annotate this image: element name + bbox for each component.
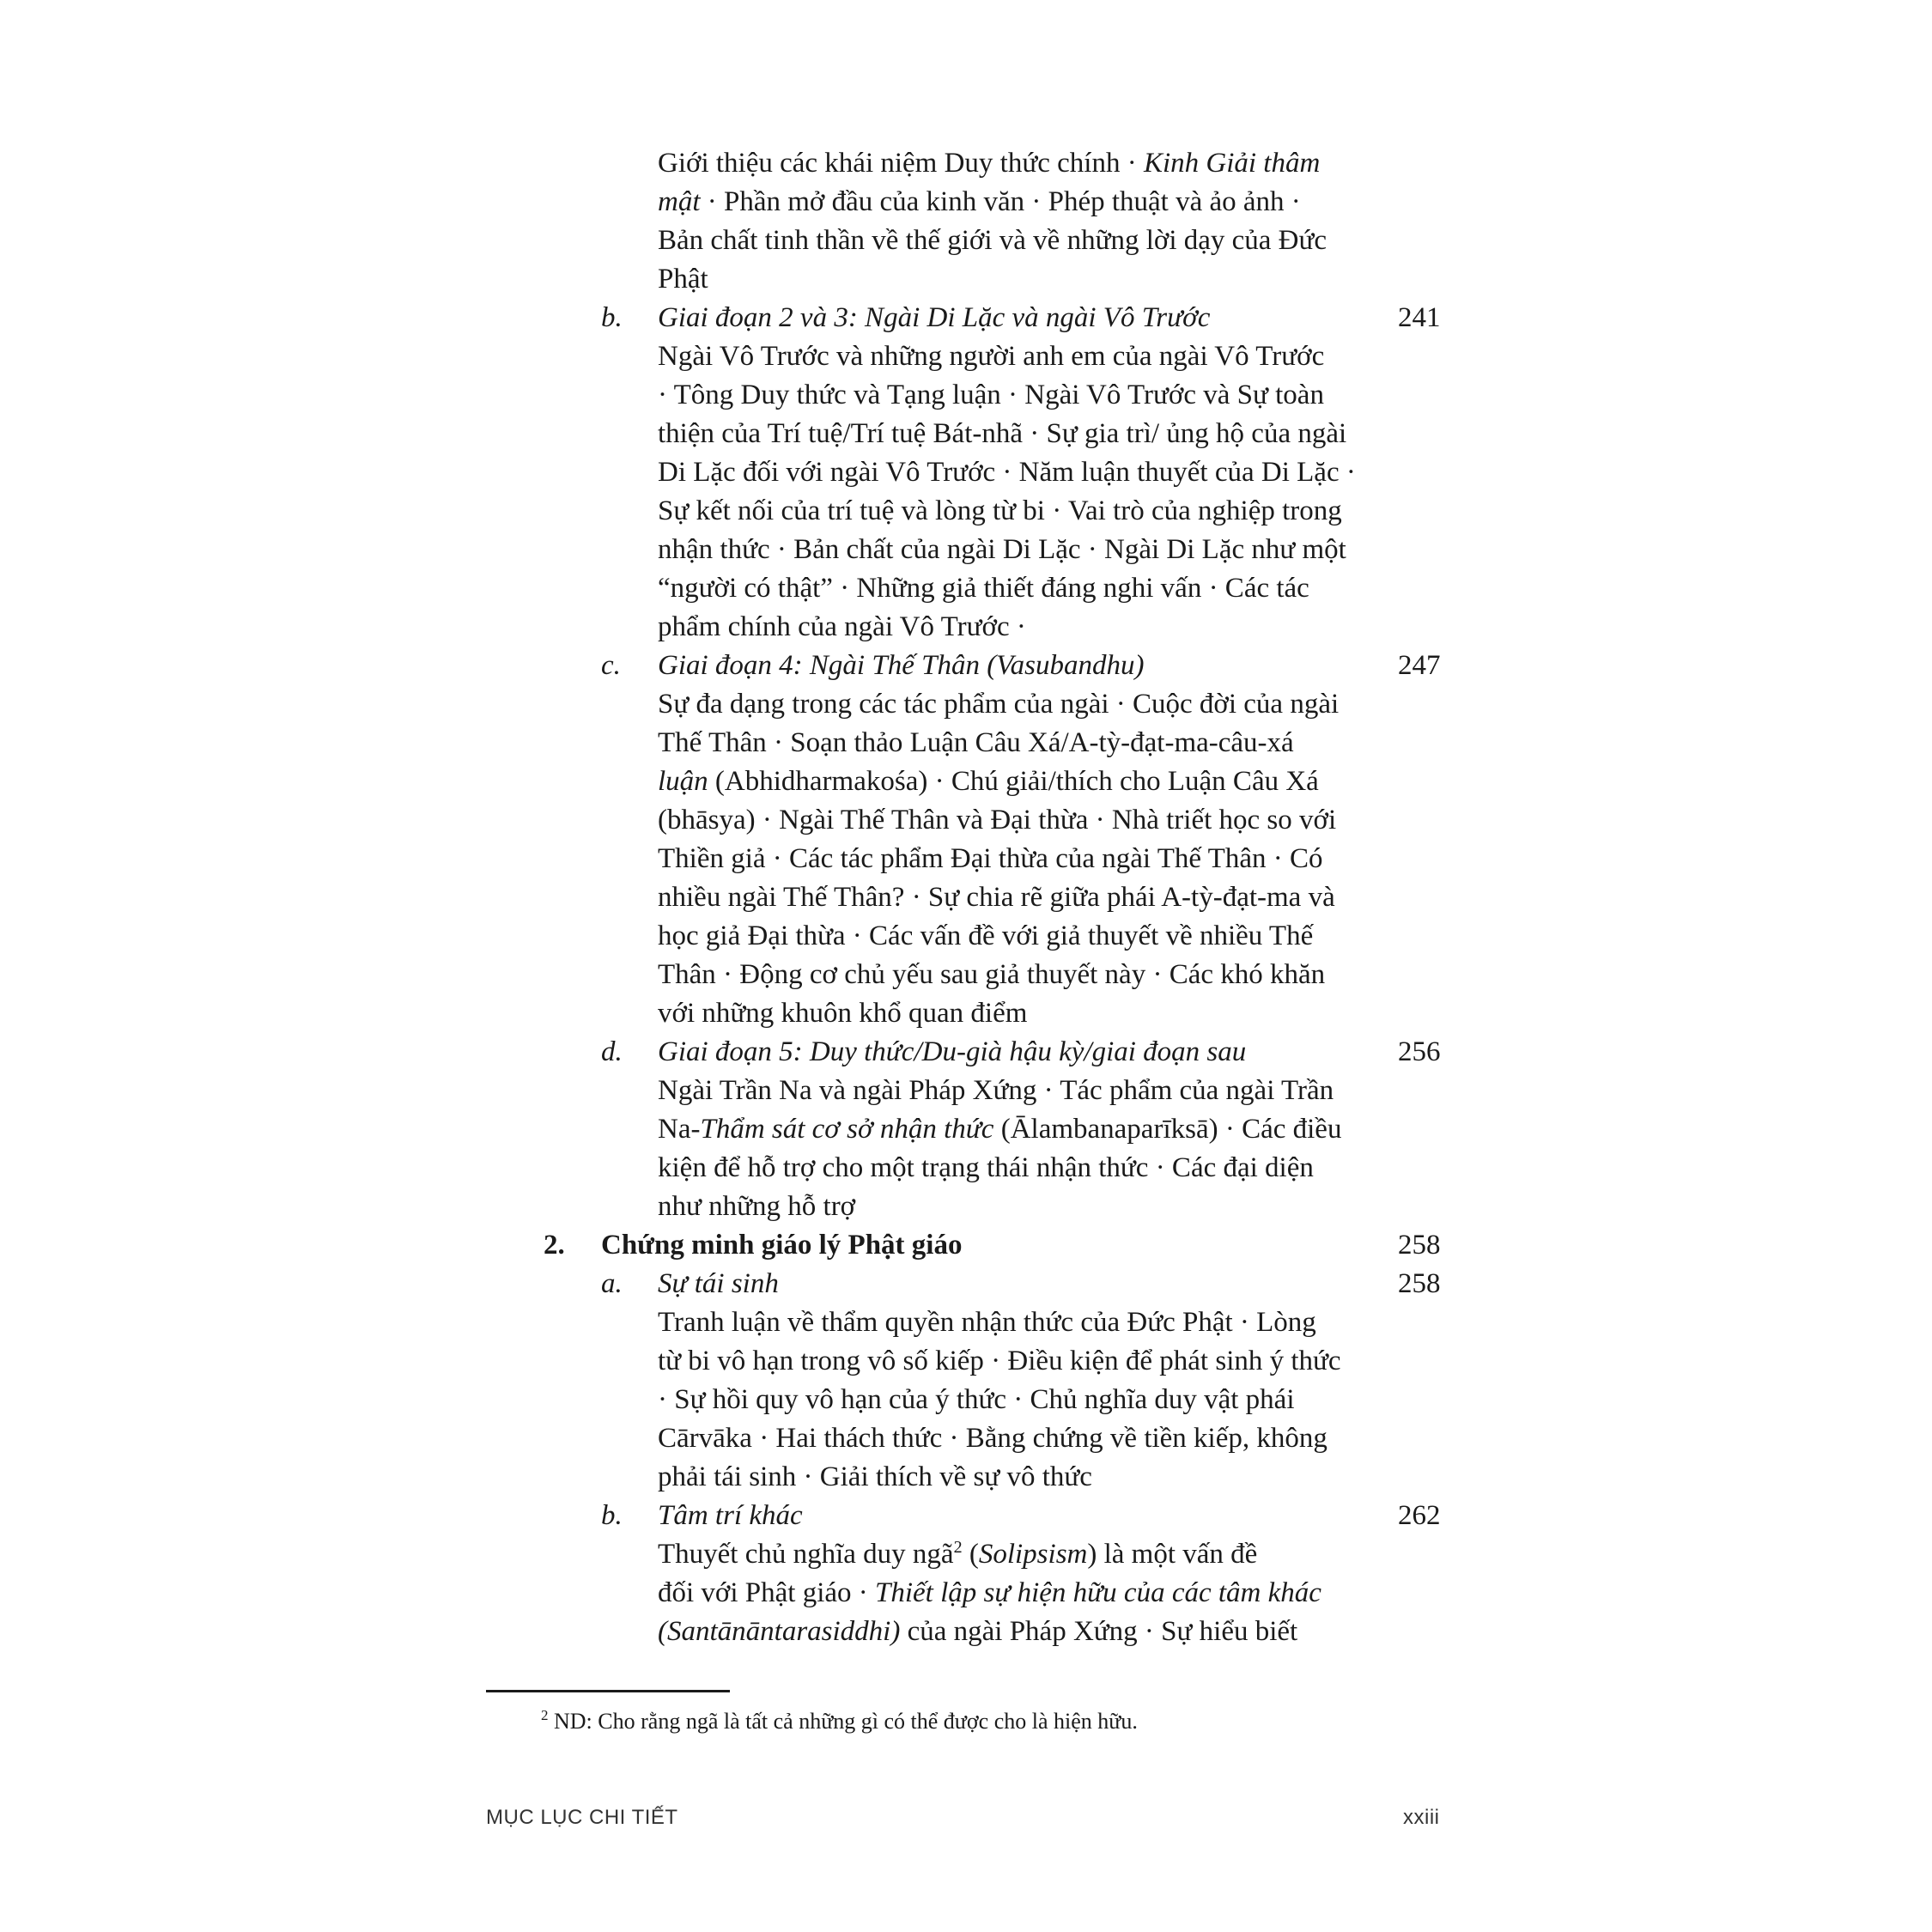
entry-desc-line: Thiền giả · Các tác phẩm Đại thừa của ngài Thế Thân · Có <box>658 843 1323 874</box>
entry-desc-line: phẩm chính của ngài Vô Trước · <box>658 611 1026 642</box>
entry-desc-line: Thân · Động cơ chủ yếu sau giả thuyết này · Các khó khăn <box>658 959 1326 990</box>
toc-entry-heading[interactable] <box>0 647 1932 685</box>
toc-line <box>0 994 1932 1033</box>
page-number: 258 <box>1398 1268 1441 1299</box>
entry-desc-line: Na-Thẩm sát cơ sở nhận thức (Ālambanaparīksā) · Các điều <box>658 1114 1342 1145</box>
entry-desc-line: Ngài Vô Trước và những người anh em của ngài Vô Trước <box>658 341 1325 372</box>
entry-desc-line: Ngài Trần Na và ngài Pháp Xứng · Tác phẩm của ngài Trần <box>658 1075 1334 1106</box>
intro-desc-line-2: mật · Phần mở đầu của kinh văn · Phép thuật và ảo ảnh · <box>658 186 1301 217</box>
footnote <box>541 1707 1138 1736</box>
toc-line <box>0 337 1932 376</box>
toc-line <box>0 260 1932 299</box>
entry-label: d. <box>601 1036 623 1067</box>
entry-desc-line: · Tông Duy thức và Tạng luận · Ngài Vô Trước và Sự toàn <box>658 380 1324 410</box>
entry-title[interactable]: Giai đoạn 4: Ngài Thế Thân (Vasubandhu) <box>658 650 1145 681</box>
toc-line <box>0 453 1932 492</box>
toc-line <box>0 1574 1932 1613</box>
entry-desc-line: đối với Phật giáo · Thiết lập sự hiện hữu của các tâm khác <box>658 1577 1321 1608</box>
intro-desc-line-3: Bản chất tinh thần về thế giới và về những lời dạy của Đức <box>658 225 1327 256</box>
toc-entry-heading[interactable] <box>0 299 1932 337</box>
entry-desc-line: nhận thức · Bản chất của ngài Di Lặc · Ngài Di Lặc như một <box>658 534 1346 565</box>
footnote-divider <box>486 1690 730 1692</box>
entry-desc-line: Tranh luận về thẩm quyền nhận thức của Đức Phật · Lòng <box>658 1307 1316 1338</box>
entry-title[interactable]: Giai đoạn 5: Duy thức/Du-già hậu kỳ/giai đoạn sau <box>658 1036 1247 1067</box>
section-title[interactable]: Chứng minh giáo lý Phật giáo <box>601 1230 963 1261</box>
entry-desc-line: phải tái sinh · Giải thích về sự vô thức <box>658 1461 1092 1492</box>
page-number: 262 <box>1398 1500 1441 1531</box>
toc-line <box>0 415 1932 453</box>
toc-line <box>0 1419 1932 1458</box>
page-folio: xxiii <box>1403 1806 1440 1829</box>
toc-line <box>0 840 1932 878</box>
toc-line <box>0 917 1932 956</box>
entry-desc-line: Sự đa dạng trong các tác phẩm của ngài · Cuộc đời của ngài <box>658 689 1340 720</box>
toc-entry-heading[interactable] <box>0 1033 1932 1072</box>
toc-line <box>0 1458 1932 1497</box>
toc-line <box>0 1381 1932 1419</box>
intro-desc-line-1: Giới thiệu các khái niệm Duy thức chính · Kinh Giải thâm <box>658 148 1321 179</box>
toc-line <box>0 531 1932 569</box>
toc-line <box>0 1303 1932 1342</box>
toc-line <box>0 801 1932 840</box>
entry-desc-line: Cārvāka · Hai thách thức · Bằng chứng về tiền kiếp, không <box>658 1423 1327 1454</box>
toc-section-heading[interactable] <box>0 1226 1932 1265</box>
entry-desc-line: (Santānāntarasiddhi) của ngài Pháp Xứng · Sự hiểu biết <box>658 1616 1298 1647</box>
entry-desc-line: kiện để hỗ trợ cho một trạng thái nhận thức · Các đại diện <box>658 1152 1314 1183</box>
entry-desc-line: luận (Abhidharmakośa) · Chú giải/thích cho Luận Câu Xá <box>658 766 1319 797</box>
intro-desc-line-4: Phật <box>658 264 708 295</box>
entry-desc-line: (bhāsya) · Ngài Thế Thân và Đại thừa · Nhà triết học so với <box>658 805 1337 835</box>
entry-label: b. <box>601 1500 623 1531</box>
toc-entry-heading[interactable] <box>0 1265 1932 1303</box>
toc-line <box>0 1613 1932 1651</box>
entry-title[interactable]: Giai đoạn 2 và 3: Ngài Di Lặc và ngài Vô Trước <box>658 302 1211 333</box>
entry-desc-line: với những khuôn khổ quan điểm <box>658 998 1028 1029</box>
entry-desc-line: Di Lặc đối với ngài Vô Trước · Năm luận thuyết của Di Lặc · <box>658 457 1356 488</box>
entry-desc-line: từ bi vô hạn trong vô số kiếp · Điều kiện để phát sinh ý thức <box>658 1346 1341 1376</box>
toc-entry-heading[interactable] <box>0 1497 1932 1535</box>
entry-desc-line: như những hỗ trợ <box>658 1191 856 1222</box>
toc-line <box>0 1110 1932 1149</box>
toc-line <box>0 1342 1932 1381</box>
toc-line <box>0 492 1932 531</box>
running-footer-title: MỤC LỤC CHI TIẾT <box>486 1806 678 1829</box>
footnote-number: 2 <box>541 1707 549 1723</box>
entry-desc-line: Sự kết nối của trí tuệ và lòng từ bi · Vai trò của nghiệp trong <box>658 495 1342 526</box>
toc-line <box>0 685 1932 724</box>
entry-desc-line: nhiều ngài Thế Thân? · Sự chia rẽ giữa phái A-tỳ-đạt-ma và <box>658 882 1335 913</box>
page-number: 256 <box>1398 1036 1441 1067</box>
footnote-text: ND: Cho rằng ngã là tất cả những gì có thể được cho là hiện hữu. <box>548 1709 1138 1734</box>
entry-desc-line: · Sự hồi quy vô hạn của ý thức · Chủ nghĩa duy vật phái <box>658 1384 1295 1415</box>
section-number: 2. <box>544 1230 565 1261</box>
entry-label: a. <box>601 1268 623 1299</box>
toc-line <box>0 956 1932 994</box>
toc-line <box>0 183 1932 222</box>
toc-line <box>0 1149 1932 1188</box>
toc-line <box>0 144 1932 183</box>
entry-desc-line: Thế Thân · Soạn thảo Luận Câu Xá/A-tỳ-đạt-ma-câu-xá <box>658 727 1294 758</box>
entry-title[interactable]: Sự tái sinh <box>658 1268 779 1299</box>
table-of-contents <box>0 144 1932 1651</box>
toc-line <box>0 1072 1932 1110</box>
entry-desc-line: học giả Đại thừa · Các vấn đề với giả thuyết về nhiều Thế <box>658 920 1314 951</box>
footnote-marker[interactable]: 2 <box>953 1538 963 1557</box>
toc-line <box>0 878 1932 917</box>
entry-label: b. <box>601 302 623 333</box>
entry-title[interactable]: Tâm trí khác <box>658 1500 803 1531</box>
entry-desc-line: thiện của Trí tuệ/Trí tuệ Bát-nhã · Sự gia trì/ ủng hộ của ngài <box>658 418 1347 449</box>
toc-line <box>0 376 1932 415</box>
page-number: 247 <box>1398 650 1441 681</box>
entry-desc-line: Thuyết chủ nghĩa duy ngã$^2$ (Solipsism) là một vấn đề <box>658 1538 1258 1570</box>
toc-line <box>0 1535 1932 1574</box>
toc-line <box>0 569 1932 608</box>
toc-line <box>0 762 1932 801</box>
toc-line <box>0 724 1932 762</box>
toc-line <box>0 1188 1932 1226</box>
page-number: 241 <box>1398 302 1441 333</box>
entry-desc-line: “người có thật” · Những giả thiết đáng nghi vấn · Các tác <box>658 573 1309 604</box>
entry-label: c. <box>601 650 621 681</box>
toc-line <box>0 608 1932 647</box>
toc-line <box>0 222 1932 260</box>
page-number: 258 <box>1398 1230 1441 1261</box>
